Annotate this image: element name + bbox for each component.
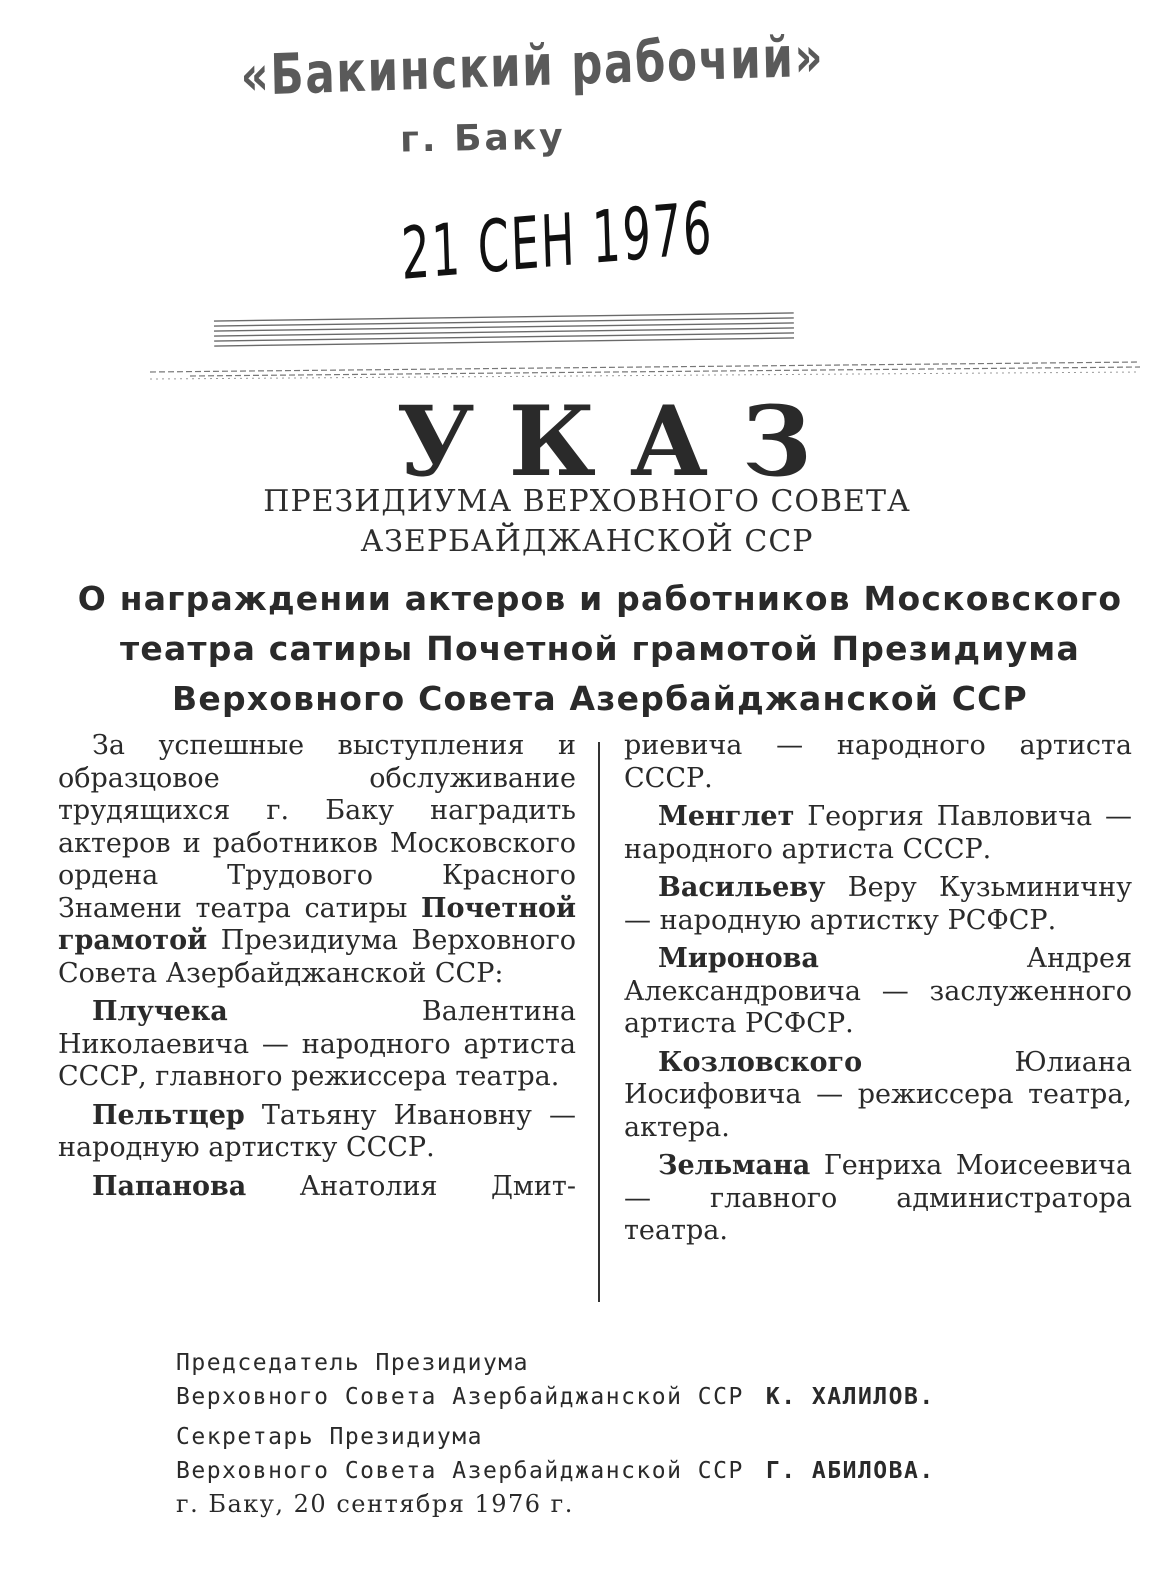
awardee-mironov: Миронова Андрея Александровича — заслуженного артиста РСФСР. <box>624 943 1132 1039</box>
awardee-papanov: Папанова Анатолия Дмит- <box>92 1170 576 1202</box>
chairman-signature-block <box>176 1346 935 1414</box>
decree-headline: О награждении актеров и работников Московского театра сатиры Почетной грамотой Президиума Верховного Совета Азербайджанской ССР <box>77 579 1123 718</box>
awardee-peltzer: Пельтцер Татьяну Ивановну — народную артистку СССР. <box>58 1099 576 1163</box>
issuer-line-2: АЗЕРБАЙДЖАНСКОЙ ССР <box>360 524 814 559</box>
awardee-kozlovsky: Козловского Юлиана Иосифовича — режиссера театра, актера. <box>624 1046 1132 1143</box>
left-column <box>58 730 576 1209</box>
decree-title: УКАЗ <box>396 385 846 498</box>
chairman-title-line-1: Председатель Президиума <box>176 1350 529 1376</box>
chairman-name: К. ХАЛИЛОВ. <box>765 1384 935 1410</box>
column-divider <box>598 742 600 1302</box>
chairman-title-line-2: Верховного Совета Азербайджанской ССР К. ХАЛИЛОВ. <box>176 1384 935 1410</box>
secretary-signature-block <box>176 1420 935 1488</box>
date-stamp: 21 СЕН 1976 <box>400 185 715 296</box>
awardee-zelman: Зельмана Генриха Моисеевича — главного администратора театра. <box>624 1150 1132 1246</box>
awardee-vasilyeva: Васильеву Веру Кузьминичну — народную артистку РСФСР. <box>624 872 1132 936</box>
clipping-edge-rule <box>150 354 1140 382</box>
secretary-title-line-1: Секретарь Президиума <box>176 1424 483 1450</box>
newspaper-name-stamp: «Бакинский рабочий» <box>240 24 825 109</box>
papanov-continuation: риевича — народного артиста СССР. <box>624 730 1132 794</box>
right-column <box>624 730 1132 1254</box>
secretary-title-line-2: Верховного Совета Азербайджанской ССР Г. АБИЛОВА. <box>176 1458 935 1484</box>
issuer-line-1: ПРЕЗИДИУМА ВЕРХОВНОГО СОВЕТА <box>263 484 911 519</box>
newspaper-city-stamp: г. Баку <box>399 116 567 161</box>
clipping-edge-band <box>214 309 794 355</box>
secretary-name: Г. АБИЛОВА. <box>765 1458 935 1484</box>
awardee-pluchek: Плучека Валентина Николаевича — народного артиста СССР, главного режиссера театра. <box>58 996 576 1092</box>
place-and-date: г. Баку, 20 сентября 1976 г. <box>176 1490 574 1518</box>
awardee-menglet: Менглет Георгия Павловича — народного артиста СССР. <box>624 801 1132 865</box>
intro-paragraph: За успешные выступления и образцовое обслуживание трудящихся г. Баку наградить актеров и работников Московского ордена Трудового Красного Знамени театра сатиры Почетной грамотой Президиума Верховного Совета Азербайджанской ССР: <box>58 730 576 989</box>
